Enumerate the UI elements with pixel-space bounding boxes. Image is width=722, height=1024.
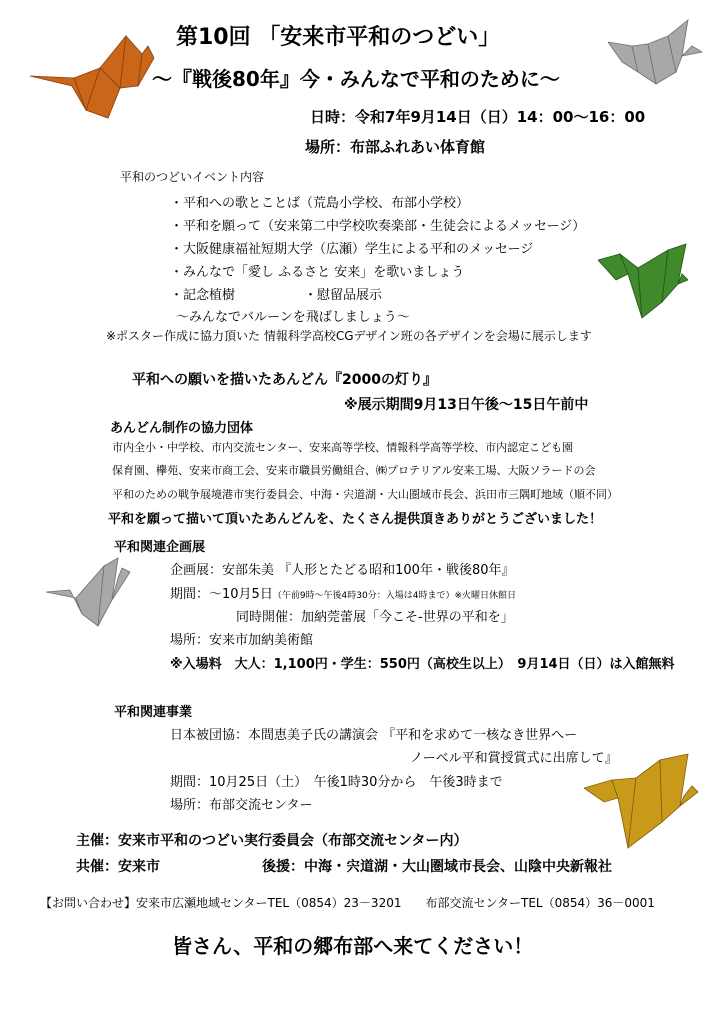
organizer: 主催：安来市平和のつどい実行委員会（布部交流センター内） <box>76 833 468 849</box>
event-item: ・平和を願って（安来第二中学校吹奏楽部・生徒会によるメッセージ） <box>170 219 586 234</box>
andon-group-line: 平和のための戦争展境港市実行委員会、中海・宍道湖・大山圏域市長会、浜田市三隅町地域（順不同） <box>112 488 618 501</box>
project-period: 期間：10月25日（土） 午後1時30分から 午後3時まで <box>170 775 503 790</box>
page-subtitle: ～『戦後80年』今・みんなで平和のために～ <box>152 67 560 91</box>
exhibit-period-detail: （午前9時～午後4時30分：入場は4時まで）※火曜日休館日 <box>272 591 517 601</box>
exhibit-heading: 平和関連企画展 <box>114 540 206 555</box>
exhibit-place: 場所：安来市加納美術館 <box>170 633 314 648</box>
project-lecture-sub: ノーベル平和賞授賞式に出席して』 <box>410 751 618 766</box>
gray-crane-icon <box>608 16 703 88</box>
project-heading: 平和関連事業 <box>114 705 193 720</box>
closing-message: 皆さん、平和の郷布部へ来てください！ <box>172 934 534 958</box>
event-datetime: 日時：令和7年9月14日（日）14：00～16：00 <box>310 108 646 126</box>
poster-note: ※ポスター作成に協力頂いた 情報科学高校CGデザイン班の各デザインを会場に展示します <box>106 329 592 343</box>
project-lecture: 日本被団協：本間恵美子氏の講演会 『平和を求めて一核なき世界へー <box>170 728 578 743</box>
andon-group-line: 保育園、欅苑、安来市商工会、安来市職員労働組合、㈱プロテリアル安来工場、大阪ソラードの会 <box>112 464 596 477</box>
andon-group-line: 市内全小・中学校、市内交流センター、安来高等学校、情報科学高等学校、市内認定こども園 <box>112 441 574 454</box>
andon-groups-heading: あんどん制作の協力団体 <box>110 421 254 436</box>
event-item: ・記念植樹 <box>170 288 236 303</box>
gray-crane-icon-small <box>46 556 131 628</box>
events-heading: 平和のつどいイベント内容 <box>120 170 265 184</box>
event-venue: 場所：布部ふれあい体育館 <box>305 138 486 156</box>
exhibit-fee: ※入場料 大人：1,100円・学生：550円（高校生以上） 9月14日（日）は入館無料 <box>170 657 675 672</box>
event-item: ・平和への歌とことば（荒島小学校、布部小学校） <box>170 196 470 211</box>
contact-line: 【お問い合わせ】安来市広瀬地域センターTEL（0854）23－3201 布部交流センターTEL（0854）36－0001 <box>40 896 655 910</box>
exhibit-period <box>170 583 516 602</box>
exhibit-title: 企画展：安部朱美 『人形とたどる昭和100年・戦後80年』 <box>170 563 515 578</box>
andon-heading: 平和への願いを描いたあんどん『2000の灯り』 <box>132 372 437 388</box>
event-item: ・慰留品展示 <box>304 288 383 303</box>
andon-period: ※展示期間9月13日午後～15日午前中 <box>344 397 589 413</box>
page-title: 第10回 「安来市平和のつどい」 <box>176 25 501 50</box>
balloon-note: ～みんなでバルーンを飛ばしましょう～ <box>176 310 410 325</box>
event-item: ・大阪健康福祉短期大学（広瀬）学生による平和のメッセージ <box>170 242 534 257</box>
green-crane-icon <box>598 240 688 320</box>
exhibit-concurrent: 同時開催：加納莞蕾展「今こそ-世界の平和を」 <box>236 610 514 625</box>
project-place: 場所：布部交流センター <box>170 798 313 813</box>
event-item: ・みんなで「愛し ふるさと 安来」を歌いましょう <box>170 265 465 280</box>
orange-crane-icon <box>30 28 155 120</box>
andon-thanks: 平和を願って描いて頂いたあんどんを、たくさん提供頂きありがとうございました！ <box>108 512 603 527</box>
support: 後援：中海・宍道湖・大山圏域市長会、山陰中央新報社 <box>262 859 612 875</box>
cohost: 共催：安来市 <box>76 859 160 875</box>
exhibit-period-main: 期間：～10月5日 <box>170 587 273 602</box>
gold-crane-icon <box>584 752 699 850</box>
